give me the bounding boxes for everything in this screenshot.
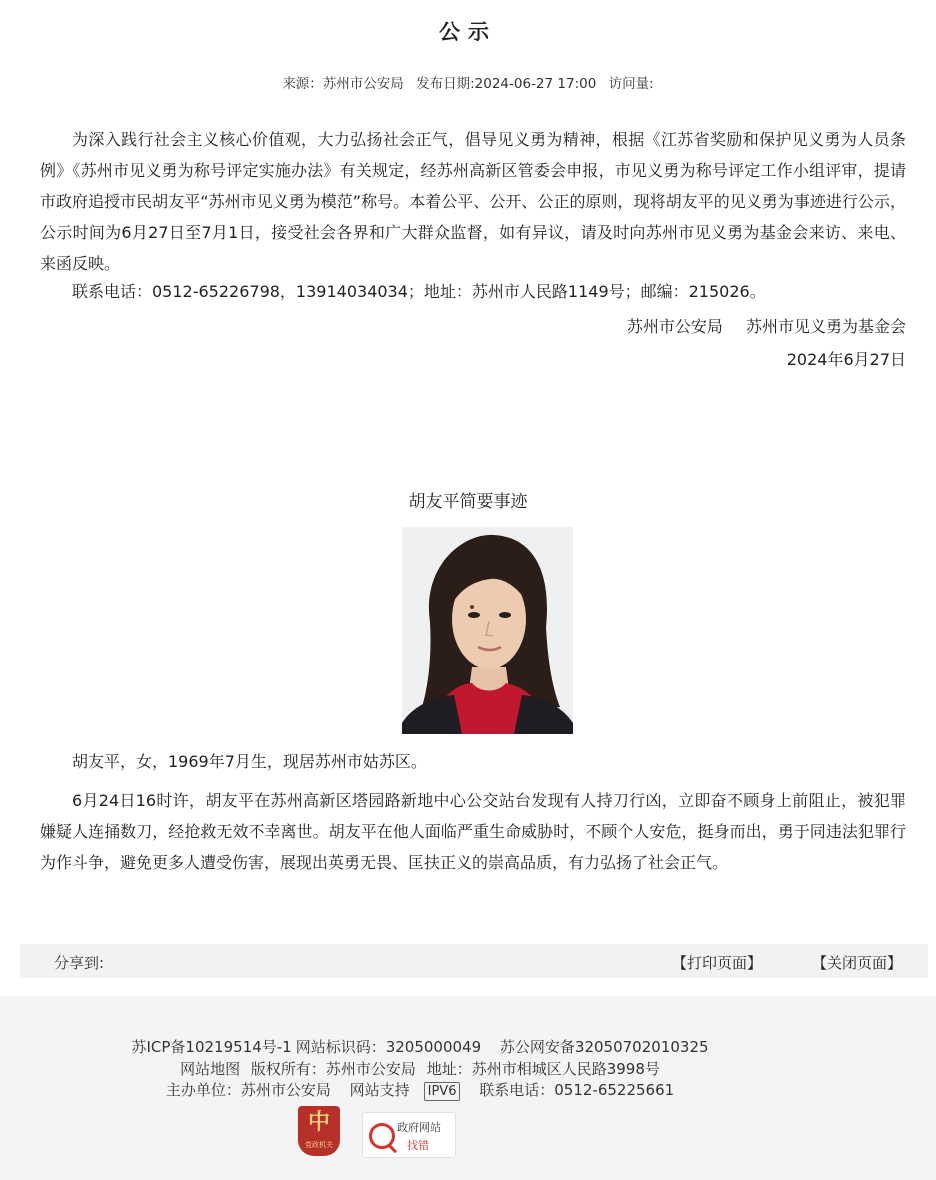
meta-visits: 访问量: (608, 76, 654, 92)
icp-link[interactable]: 苏ICP备10219514号-1 (131, 1038, 292, 1056)
sitemap-link[interactable]: 网站地图 (180, 1060, 241, 1078)
site-code: 网站标识码：3205000049 (295, 1038, 482, 1056)
profile-subtitle: 胡友平简要事迹 (408, 492, 528, 512)
party-badge-caption: 党政机关 (305, 1141, 333, 1149)
notice-signature (627, 311, 906, 342)
profile-bio: 胡友平，女，1969年7月生，现居苏州市姑苏区。 (72, 752, 427, 771)
police-record-link[interactable]: 苏公网安备32050702010325 (499, 1038, 709, 1056)
page-title: 公示 (439, 20, 497, 44)
meta-publish-date: 发布日期:2024-06-27 17:00 (416, 76, 597, 92)
share-label: 分享到: (54, 954, 105, 972)
issuer-foundation: 苏州市见义勇为基金会 (745, 317, 906, 336)
magnifier-icon (369, 1123, 395, 1149)
party-government-badge[interactable] (298, 1106, 340, 1156)
host-unit: 主办单位：苏州市公安局 (165, 1081, 331, 1099)
footer-phone: 联系电话：0512-65225661 (479, 1081, 675, 1099)
footer-line-copyright (0, 1058, 840, 1079)
notice-contact: 联系电话：0512-65226798，13914034034；地址：苏州市人民路1149号；邮编：215026。 (72, 282, 766, 301)
notice-paragraph: 为深入践行社会主义核心价值观，大力弘扬社会正气，倡导见义勇为精神，根据《江苏省奖励和保护见义勇为人员条例》《苏州市见义勇为称号评定实施办法》有关规定，经苏州高新区管委会申报，市见义勇为称号评定工作小组评审，提请市政府追授市民胡友平“苏州市见义勇为模范”称号。本着公平、公开、公正的原则，现将胡友平的见义勇为事迹进行公示，公示时间为6月27日至7月1日，接受社会各界和广大群众监督，如有异议，请及时向苏州市见义勇为基金会来访、来电、来函反映。 (40, 130, 906, 273)
meta-source: 来源：苏州市公安局 (282, 76, 404, 92)
error-badge-line1: 政府网站 (397, 1121, 441, 1134)
party-emblem-icon: 中 (307, 1110, 330, 1135)
profile-deed: 6月24日16时许，胡友平在苏州高新区塔园路新地中心公交站台发现有人持刀行凶，立即奋不顾身上前阻止，被犯罪嫌疑人连捅数刀，经抢救无效不幸离世。胡友平在他人面临严重生命威胁时，不顾个人安危，挺身而出，勇于同违法犯罪行为作斗争，避免更多人遭受伤害，展现出英勇无畏、匡扶正义的崇高品质，有力弘扬了社会正气。 (40, 791, 906, 872)
share-bar (20, 944, 928, 978)
notice-date: 2024年6月27日 (786, 350, 906, 369)
copyright: 版权所有：苏州市公安局 (250, 1060, 416, 1078)
ipv6-badge: IPV6 (424, 1082, 461, 1101)
footer-line-host (0, 1079, 840, 1101)
gov-site-error-report-badge[interactable] (362, 1112, 456, 1158)
portrait-photo (402, 527, 573, 734)
footer-line-records (0, 1036, 840, 1057)
print-page-button[interactable]: 【打印页面】 (672, 954, 763, 972)
error-badge-line2: 找错 (407, 1139, 429, 1152)
support-label (350, 1081, 461, 1099)
close-page-button[interactable]: 【关闭页面】 (812, 954, 903, 972)
article-meta (0, 72, 936, 92)
issuer-police: 苏州市公安局 (626, 317, 723, 336)
support-text: 网站支持 (349, 1081, 410, 1099)
site-footer (0, 996, 936, 1180)
footer-address: 地址：苏州市相城区人民路3998号 (426, 1060, 660, 1078)
